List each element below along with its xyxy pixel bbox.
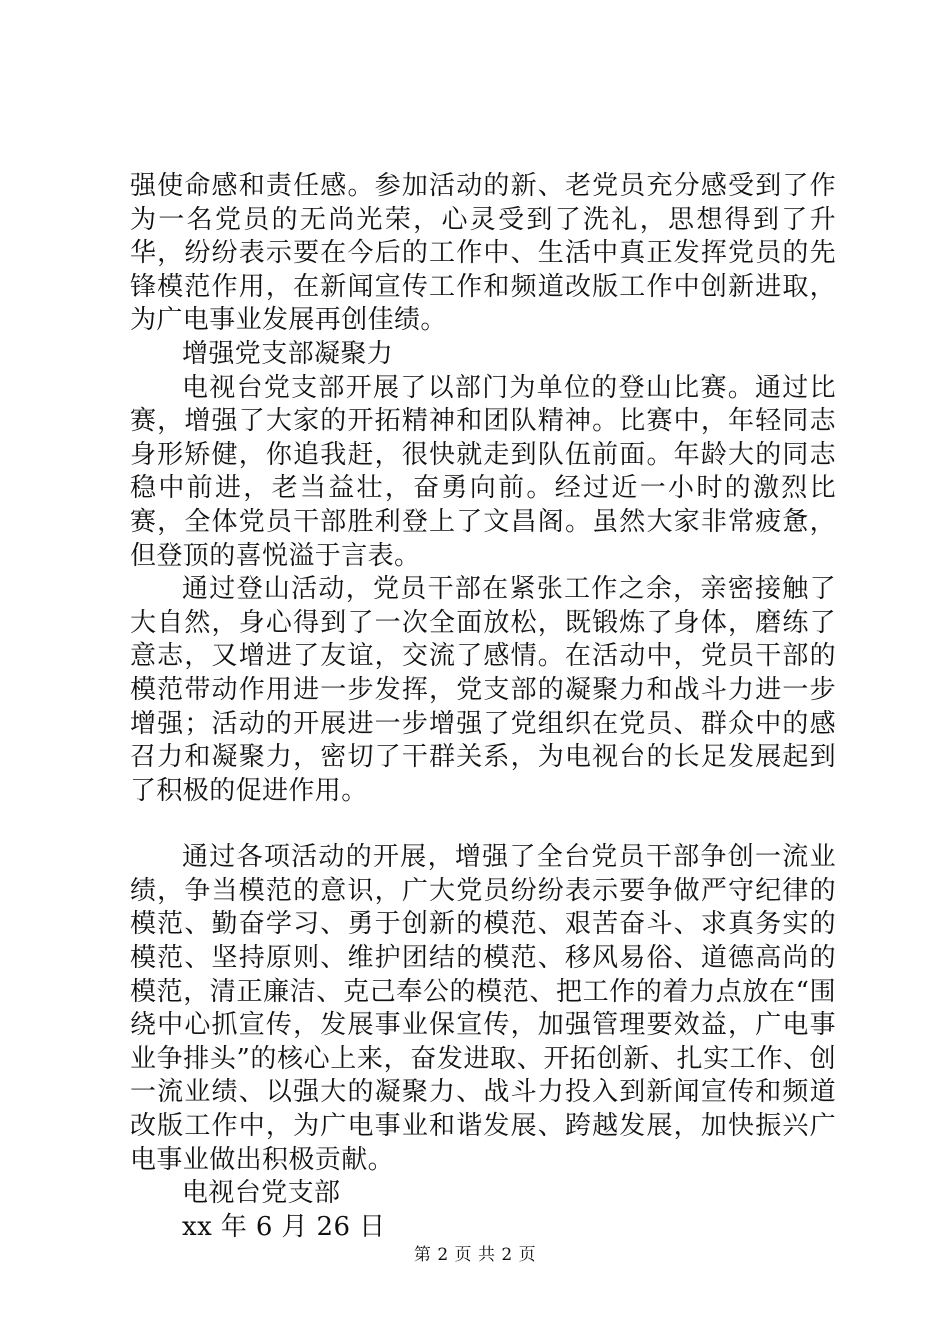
signature-organization: 电视台党支部 (182, 1178, 341, 1209)
paragraph-climbing-contest: 电视台党支部开展了以部门为单位的登山比赛。通过比赛，增强了大家的开拓精神和团队精神。比赛中，年轻同志身形矫健，你追我赶，很快就走到队伍前面。年龄大的同志稳中前进，老当益壮，奋勇向前。经过近一小时的激烈比赛，全体党员干部胜利登上了文昌阁。虽然大家非常疲惫，但登顶的喜悦溢于言表。 (130, 372, 836, 571)
paragraph-gap (130, 808, 836, 841)
page-footer: 第 2 页 共 2 页 (413, 1245, 537, 1265)
paragraph-conclusion: 通过各项活动的开展，增强了全台党员干部争创一流业绩，争当模范的意识，广大党员纷纷表示要争做严守纪律的模范、勤奋学习、勇于创新的模范、艰苦奋斗、求真务实的模范、坚持原则、维护团结的模范、移风易俗、道德高尚的模范，清正廉洁、克己奉公的模范、把工作的着力点放在“围绕中心抓宣传，发展事业保宣传，加强管理要效益，广电事业争排头”的核心上来，奋发进取、开拓创新、扎实工作、创一流业绩、以强大的凝聚力、战斗力投入到新闻宣传和频道改版工作中，为广电事业和谐发展、跨越发展，加快振兴广电事业做出积极贡献。 (130, 842, 836, 1175)
paragraph-continued: 强使命感和责任感。参加活动的新、老党员充分感受到了作为一名党员的无尚光荣，心灵受到了洗礼，思想得到了升华，纷纷表示要在今后的工作中、生活中真正发挥党员的先锋模范作用，在新闻宣传工作和频道改版工作中创新进取，为广电事业发展再创佳绩。 (130, 171, 836, 336)
signature-date: xx 年 6 月 26 日 (182, 1211, 386, 1242)
section-heading: 增强党支部凝聚力 (182, 338, 394, 369)
paragraph-climbing-results: 通过登山活动，党员干部在紧张工作之余，亲密接触了大自然，身心得到了一次全面放松，既锻炼了身体，磨练了意志，又增进了友谊，交流了感情。在活动中，党员干部的模范带动作用进一步发挥，党支部的凝聚力和战斗力进一步增强；活动的开展进一步增强了党组织在党员、群众中的感召力和凝聚力，密切了干群关系，为电视台的长足发展起到了积极的促进作用。 (130, 574, 836, 806)
document-body (130, 170, 836, 1244)
